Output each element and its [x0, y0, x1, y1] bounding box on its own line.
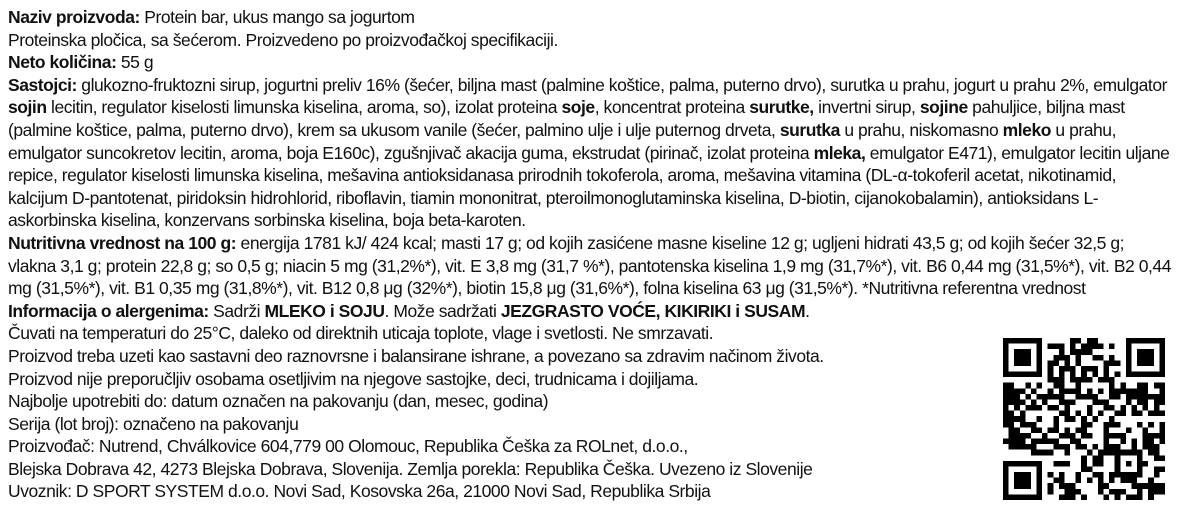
diet-line: Proizvod treba uzeti kao sastavni deo raznovrsne i balansirane ishrane, a povezano sa zdravim načinom života. [8, 345, 824, 366]
ingredients-text: , koncentrat proteina [594, 97, 750, 118]
nutrition-label: Nutritivna vrednost na 100 g: [8, 232, 237, 253]
nutrition-info [8, 232, 1176, 300]
product-name-value: Protein bar, ukus mango sa jogurtom [139, 7, 415, 27]
best-before-line: Najbolje upotrebiti do: datum označen na pakovanju (dan, mesec, godina) [8, 391, 549, 412]
ingredients-label: Sastojci: [8, 74, 77, 95]
allergen-highlight: mleko [1002, 119, 1051, 140]
allergen-highlight: soje [561, 97, 595, 118]
allergen-highlight: mleka, [813, 142, 866, 163]
ingredients-text: lecitin, regulator kiselosti limunska kiselina, aroma, so), izolat proteina [46, 97, 562, 118]
allergen-highlight: sojin [8, 97, 47, 118]
origin-line: Blejska Dobrava 42, 4273 Blejska Dobrava, Slovenija. Zemlja porekla: Republika Češka. Uvezeno iz Slovenije [8, 458, 813, 479]
allergen-may-contain: JEZGRASTO VOĆE, KIKIRIKI i SUSAM [500, 300, 806, 321]
importer-line: Uvoznik: D SPORT SYSTEM d.o.o. Novi Sad, Kosovska 26a, 21000 Novi Sad, Republika Srbija [8, 481, 711, 502]
product-label [8, 6, 1176, 503]
ingredients-text: u prahu, niskomasno [839, 119, 1003, 140]
allergen-highlight: surutka [779, 119, 840, 140]
allergen-info-label: Informacija o alergenima: [8, 300, 209, 321]
ingredients-text: pahuljice, biljna mast (palmine koštice, palma, puterno drvo), krem sa ukusom vanile (šećer, palmino ulje i ulje puternog drveta, [8, 97, 1125, 140]
storage-line: Čuvati na temperaturi do 25°C, daleko od direktnih uticaja toplote, vlage i svetlosti. Ne smrzavati. [8, 323, 714, 344]
lot-line: Serija (lot broj): označeno na pakovanju [8, 413, 299, 434]
allergen-info-text: . Može sadržati [384, 300, 501, 321]
product-description: Proteinska pločica, sa šećerom. Proizvedeno po proizvođačkoj specifikaciji. [8, 29, 558, 50]
net-quantity-label: Neto količina: [8, 52, 117, 73]
product-name [8, 6, 1176, 29]
net-quantity [8, 51, 1176, 74]
allergen-info [8, 300, 993, 323]
allergen-info-text: . [805, 300, 810, 321]
manufacturer-line: Proizvođač: Nutrend, Chválkovice 604,779 00 Olomouc, Republika Češka za ROLnet, d.o.o., [8, 436, 688, 457]
ingredients-text: u prahu, emulgator suncokretov lecitin, aroma, boja E160c), zgušnjivač akacija guma, ekstrudat (pirinač, izolat proteina [8, 119, 1116, 163]
qr-code-icon [1003, 338, 1165, 500]
ingredients-text: glukozno-fruktozni sirup, jogurtni preliv 16% (šećer, biljna mast (palmine koštice, palma, puterno drvo), surutka u prahu, jogurt u prahu 2%, emulgator [76, 74, 1167, 95]
allergen-info-text: Sadrži [208, 300, 265, 321]
allergen-contains: MLEKO i SOJU [264, 300, 385, 321]
net-quantity-value: 55 g [116, 52, 154, 73]
warning-line: Proizvod nije preporučljiv osobama osetljivim na njegove sastojke, deci, trudnicama i dojiljama. [8, 368, 699, 389]
allergen-highlight: sojine [919, 97, 968, 118]
nutrition-value: energija 1781 kJ/ 424 kcal; masti 17 g; od kojih zasićene masne kiseline 12 g; ugljeni hidrati 43,5 g; od kojih šećer 32,5 g; vlakna 3,1 g; protein 22,8 g; so 0,5 g; niacin 5 mg (31,2%*), vit. E 3,8 mg (31,7 %*), pantotenska kiselina 1,9 mg (31,7%*), vit. B6 0,44 mg (31,5%*), vit. B2 0,44 mg (31,5%*), vit. B1 0,35 mg (31,8%*), vit. B12 0,8 μg (32%*), biotin 15,8 μg (31,6%*), folna kiselina 63 μg (31,5%*). *Nutritivna referentna vrednost [8, 232, 1171, 299]
product-name-label: Naziv proizvoda: [8, 7, 140, 27]
ingredients [8, 74, 1176, 232]
ingredients-text: invertni sirup, [813, 97, 920, 118]
allergen-highlight: surutke, [749, 97, 814, 118]
ingredients-text: emulgator E471), emulgator lecitin uljane repice, regulator kiselosti limunska kiselina, mešavina antioksidanasa prirodnih tokoferola, aroma, mešavina vitamina (DL-α-tokoferil acetat, nikotinamid, kalcijum D-pantotenat, piridoksin hidrohlorid, riboflavin, tiamin mononitrat, pteroilmonoglutaminska kiselina, D-biotin, cijanokobalamin), antioksidans L-askorbinska kiselina, konzervans sorbinska kiselina, boja beta-karoten. [8, 142, 1170, 231]
